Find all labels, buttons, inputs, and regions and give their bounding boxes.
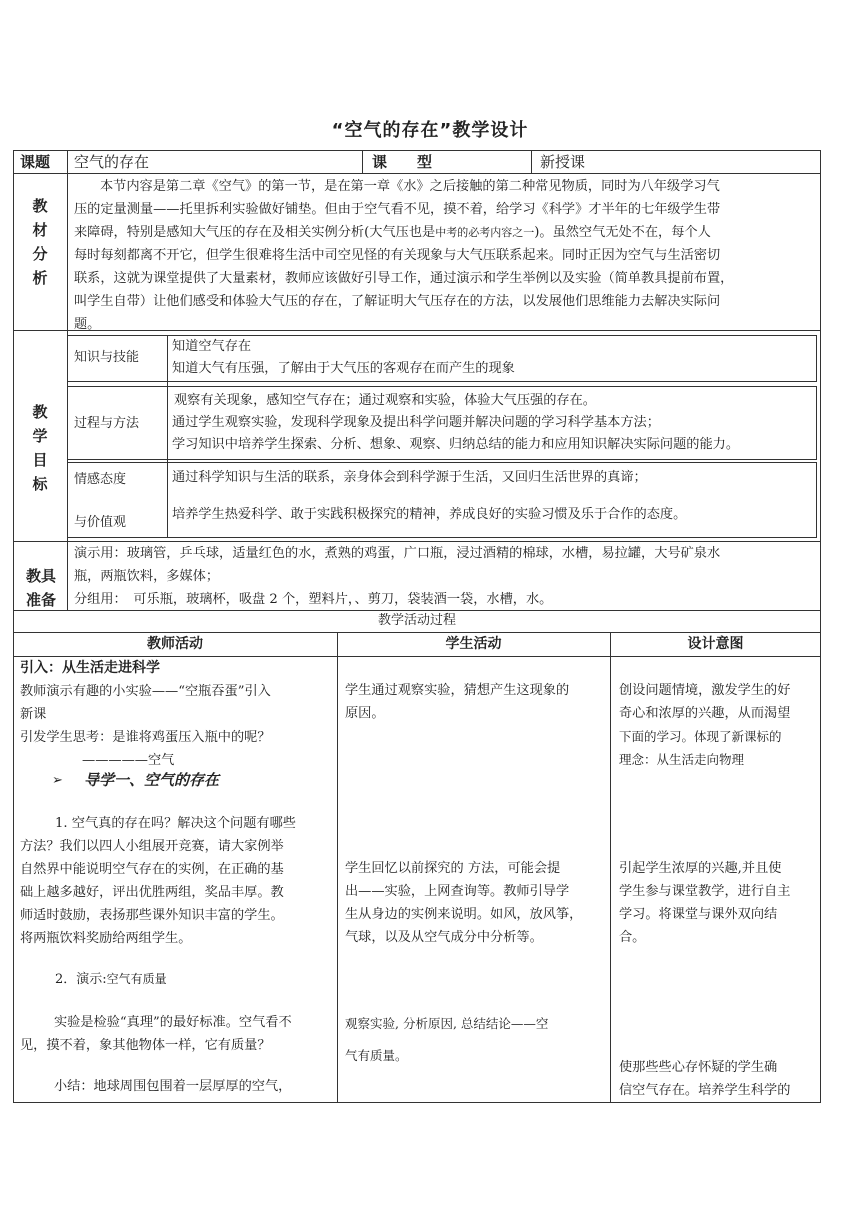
topic-value: 空气的存在 [74,153,150,171]
experiment-text: 实验是检验“真理”的最好标准。空气看不 见，摸不着，象其他物体一样，它有质量？ [20,1015,292,1053]
tools-text: 演示用：玻璃管，乒乓球，适量红色的水，煮熟的鸡蛋，广口瓶，浸过酒精的棉球，水槽，易拉罐，大号矿泉水 瓶，两瓶饮料，多媒体； 分组用： 可乐瓶，玻璃杯，吸盘 2 个，塑料片，、剪刀，袋装酒一袋，水槽，水。 [74,546,721,607]
goal-text-attitude-1: 通过科学知识与生活的联系，亲身体会到科学源于生活，又回归生活世界的真谛； [172,470,647,485]
page-title: “空气的存在”教学设计 [331,120,529,141]
header-cell-divider [362,150,363,174]
intent-2: 引起学生浓厚的兴趣,并且使 学生参与课堂教学，进行自主 学习。将课堂与课外双向结 合。 [619,861,791,945]
goal-name-divider [167,335,168,538]
material-label: 教 材 分 析 [32,197,48,287]
demo-heading: 2．演示:空气有质量 [55,972,167,987]
goal-text-knowledge: 知道空气存在 知道大气有压强，了解由于大气压的客观存在而产生的现象 [172,339,515,376]
intro-title: 引入：从生活走进科学 [20,660,160,676]
goal-text-attitude-2: 培养学生热爱科学、敢于实践积极探究的精神，养成良好的实验习惯及乐于合作的态度。 [172,507,687,522]
header-student: 学生活动 [445,636,502,652]
section-arrow-icon: ➢ [52,773,63,788]
material-divider [67,173,68,331]
goals-label: 教 学 目 标 [32,403,48,493]
process-col-divider [337,632,338,1103]
type-value: 新授课 [540,153,586,171]
goal-name-process: 过程与方法 [74,416,140,431]
goal-text-process: 观察有关现象，感知空气存在；通过观察和实验，体验大气压强的存在。 通过学生观察实验，发现科学现象及提出科学问题并解决问题的学习科学基本方法； 学习知识中培养学生探索、分析、想象、观察、归纳总结的能力和应用知识解决实际问题的能力。 [172,393,740,452]
topic-label: 课题 [20,153,51,171]
process-caption: 教学活动过程 [377,613,456,628]
type-label: 课 型 [372,153,433,171]
goal-name-attitude-top: 情感态度 [74,472,127,487]
material-text: 本节内容是第二章《空气》的第一节，是在第一章《水》之后接触的第二种常见物质，同时为八年级学习气 压的定量测量——托里拆利实验做好铺垫。但由于空气看不见，摸不着，给学习《科学》才半年的七年级学生带 来障碍，特别是感知大气压的存在及相关实例分析(大气压也是中考的必考内容之一)。虽然空气无处不在，每个人 每时每刻都离不开它，但学生很难将生活中司空见怪的有关现象与大气压联系起来。同时正因为空气与生活密切 联系，这就为课堂提供了大量素材，教师应该做好引导工作，通过演示和学生举例以及实验（简单教具提前布置， 叫学生自带）让他们感受和体验大气压的存在，了解证明大气压存在的方法，以发展他们思维能力去解决实际问 题。 [74,179,734,332]
q1-text: 1. 空气真的存在吗？解决这个问题有哪些 方法？我们以四人小组展开竞赛，请大家例举 自然界中能说明空气存在的实例，在正确的基 础上越多越好，评出优胜两组，奖品丰厚。教 师适时鼓励，表扬那些课外知识丰富的学生。 将两瓶饮料奖励给两组学生。 [20,816,296,946]
goal-name-attitude-bottom: 与价值观 [74,515,127,530]
header-cell-divider [67,150,68,174]
header-teacher: 教师活动 [147,636,203,652]
header-cell-divider [531,150,532,174]
goal-name-knowledge: 知识与技能 [74,350,140,365]
student-activity-1: 学生通过观察实验，猜想产生这现象的 原因。 [345,683,570,721]
tools-label: 教具 准备 [25,567,56,609]
header-intent: 设计意图 [687,636,744,652]
section-title: 导学一、空气的存在 [84,771,220,789]
summary-text: 小结：地球周围包围着一层厚厚的空气， [54,1079,292,1094]
intro-text: 教师演示有趣的小实验——“空瓶吞蛋”引入 新课 引发学生思考：是谁将鸡蛋压入瓶中的呢？ —————空气 [20,684,271,768]
process-col-divider [610,632,611,1103]
student-activity-3: 观察实验, 分析原因, 总结结论——空 气有质量。 [345,1016,549,1063]
intent-1: 创设问题情境，激发学生的好 奇心和浓厚的兴趣，从而渴望 下面的学习。体现了新课标的 理念：从生活走向物理 [619,683,791,767]
intent-3: 使那些些心存怀疑的学生确 信空气存在。培养学生科学的 [619,1060,791,1098]
tools-divider [67,541,68,611]
student-activity-2: 学生回忆以前探究的 方法，可能会提 出——实验，上网查询等。教师引导学 生从身边的实例来说明。如风，放风筝， 气球，以及从空气成分中分析等。 [345,861,583,945]
